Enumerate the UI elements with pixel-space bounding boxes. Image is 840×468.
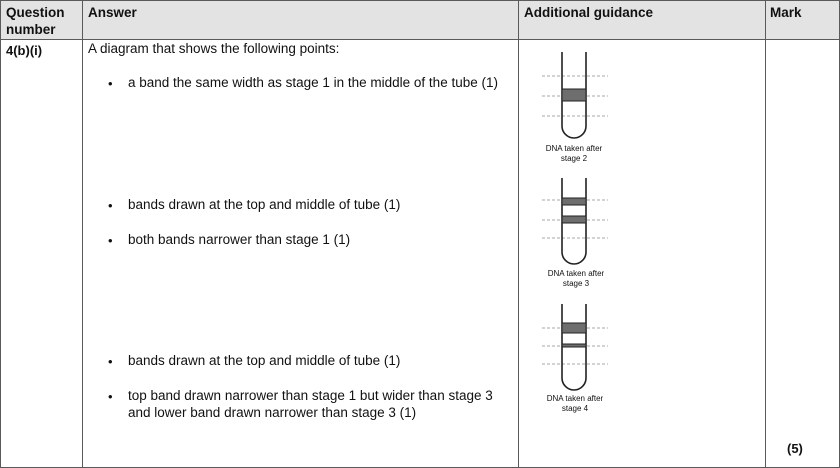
total-mark: (5) <box>787 441 803 456</box>
test-tube-diagram-stage-2 <box>538 48 618 144</box>
question-number: 4(b)(i) <box>6 43 43 58</box>
answer-point: both bands narrower than stage 1 (1) <box>128 232 351 247</box>
dna-band-top <box>562 323 586 333</box>
bullet-symbol: • <box>108 76 113 91</box>
answer-point: top band drawn narrower than stage 1 but wider than stage 3 and lower band drawn narrower than stage 3 (1) <box>128 388 493 420</box>
tube-caption-stage-2 <box>534 144 614 164</box>
header-question-number: Question number <box>6 5 65 37</box>
header-mark: Mark <box>770 5 802 20</box>
table-border-top <box>0 0 840 1</box>
test-tube-diagram-stage-3 <box>538 172 618 268</box>
bullet-symbol: • <box>108 389 113 404</box>
tube-caption-stage-3 <box>536 269 616 289</box>
answer-point: bands drawn at the top and middle of tube (1) <box>128 197 401 212</box>
header-answer: Answer <box>88 5 137 20</box>
caption-line: DNA taken after <box>545 144 603 153</box>
dna-band-top <box>562 198 586 205</box>
caption-line: stage 4 <box>561 404 589 413</box>
tube-caption-stage-4 <box>535 394 615 414</box>
dna-band-middle <box>562 216 586 223</box>
column-divider-3 <box>765 0 766 468</box>
header-additional-guidance: Additional guidance <box>524 5 654 20</box>
bullet-symbol: • <box>108 198 113 213</box>
column-divider-1 <box>82 0 83 468</box>
bullet-symbol: • <box>108 354 113 369</box>
answer-point: a band the same width as stage 1 in the middle of the tube (1) <box>128 75 498 90</box>
column-divider-2 <box>518 0 519 468</box>
answer-intro: A diagram that shows the following points: <box>88 41 340 56</box>
dna-band-middle <box>562 344 586 347</box>
caption-line: stage 3 <box>562 279 590 288</box>
caption-line: DNA taken after <box>546 394 604 403</box>
caption-line: DNA taken after <box>547 269 605 278</box>
table-border-left <box>0 0 1 468</box>
answer-point: bands drawn at the top and middle of tube (1) <box>128 353 401 368</box>
bullet-symbol: • <box>108 233 113 248</box>
caption-line: stage 2 <box>560 154 588 163</box>
dna-band <box>562 89 586 101</box>
test-tube-diagram-stage-4 <box>538 298 618 394</box>
